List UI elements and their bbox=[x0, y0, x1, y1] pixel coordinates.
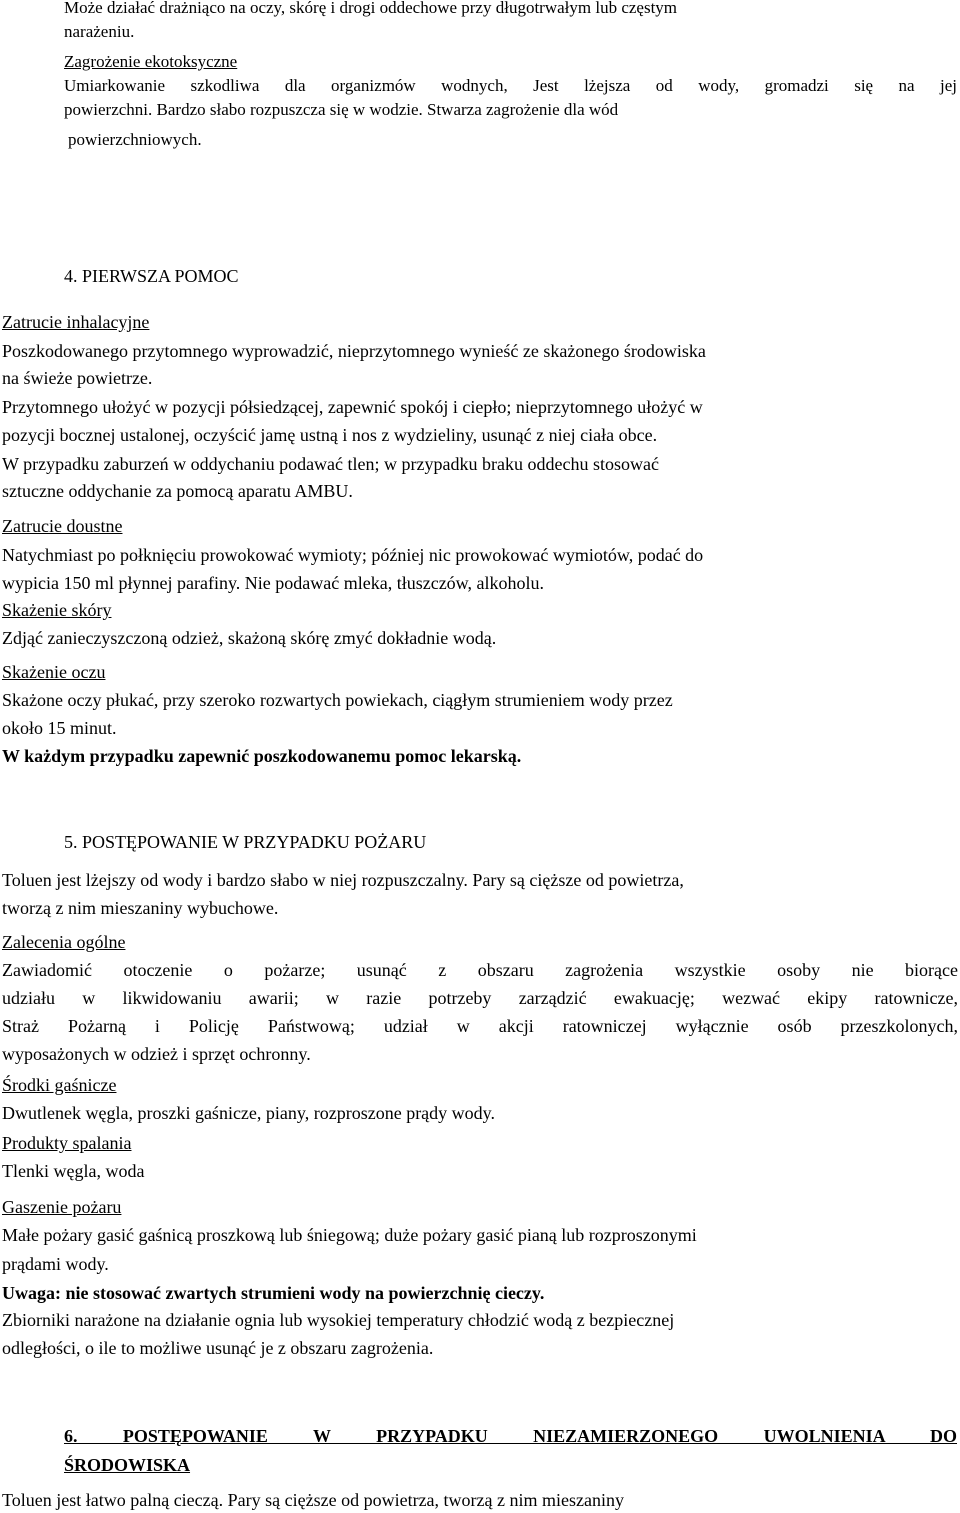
body-text-line: na świeże powietrze. bbox=[2, 368, 153, 388]
body-text-line: W przypadku zaburzeń w oddychaniu podawać tlen; w przypadku braku oddechu stosować bbox=[2, 454, 659, 474]
medical-help-note: W każdym przypadku zapewnić poszkodowanemu pomoc lekarską. bbox=[2, 746, 522, 766]
body-text-line: Małe pożary gasić gaśnicą proszkową lub śniegową; duże pożary gasić pianą lub rozproszonymi bbox=[2, 1225, 697, 1245]
body-text-line: Przytomnego ułożyć w pozycji półsiedzącej, zapewnić spokój i ciepło; nieprzytomnego ułożyć w bbox=[2, 397, 703, 417]
water-jet-warning: Uwaga: nie stosować zwartych strumieni wody na powierzchnię cieczy. bbox=[2, 1283, 545, 1303]
body-text-line: Natychmiast po połknięciu prowokować wymioty; później nic prowokować wymiotów, podać do bbox=[2, 545, 704, 565]
body-text-line: prądami wody. bbox=[2, 1254, 109, 1274]
body-text-line: Dwutlenek węgla, proszki gaśnicze, piany, rozproszone prądy wody. bbox=[2, 1103, 496, 1123]
body-text-line: sztuczne oddychanie za pomocą aparatu AMBU. bbox=[2, 481, 353, 501]
section-6-title: 6. POSTĘPOWANIE W PRZYPADKU NIEZAMIERZONEGO UWOLNIENIA DO bbox=[64, 1426, 957, 1446]
body-text-line: Tlenki węgla, woda bbox=[2, 1161, 145, 1181]
body-text-line: tworzą z nim mieszaniny wybuchowe. bbox=[2, 898, 279, 918]
body-text-line: Zawiadomić otoczenie o pożarze; usunąć z obszaru zagrożenia wszystkie osoby nie biorące bbox=[2, 960, 958, 980]
extinguishing-agents-heading: Środki gaśnicze bbox=[2, 1075, 117, 1095]
body-text-line: Zbiorniki narażone na działanie ognia lub wysokiej temperatury chłodzić wodą z bezpiecznej bbox=[2, 1310, 675, 1330]
combustion-products-heading: Produkty spalania bbox=[2, 1133, 132, 1153]
body-text-line: pozycji bocznej ustalonej, oczyścić jamę ustną i nos z wydzieliny, usunąć z niej ciała obce. bbox=[2, 425, 658, 445]
skin-heading: Skażenie skóry bbox=[2, 600, 112, 620]
section-4-title: 4. PIERWSZA POMOC bbox=[64, 266, 239, 286]
body-text-line: Może działać drażniąco na oczy, skórę i drogi oddechowe przy długotrwałym lub częstym bbox=[64, 0, 678, 17]
body-text-line: odległości, o ile to możliwe usunąć je z obszaru zagrożenia. bbox=[2, 1338, 434, 1358]
body-text-line: Zdjąć zanieczyszczoną odzież, skażoną skórę zmyć dokładnie wodą. bbox=[2, 628, 497, 648]
section-6-title-cont: ŚRODOWISKA bbox=[64, 1455, 191, 1475]
body-text-line: narażeniu. bbox=[64, 22, 135, 41]
body-text-line: udziału w likwidowaniu awarii; w razie potrzeby zarządzić ewakuację; wezwać ekipy ratownicze, bbox=[2, 988, 958, 1008]
body-text-line: Skażone oczy płukać, przy szeroko rozwartych powiekach, ciągłym strumieniem wody przez bbox=[2, 690, 673, 710]
eye-heading: Skażenie oczu bbox=[2, 662, 106, 682]
body-text-line: Toluen jest łatwo palną cieczą. Pary są cięższe od powietrza, tworzą z nim mieszaniny bbox=[2, 1490, 624, 1510]
body-text-line: powierzchniowych. bbox=[68, 130, 202, 149]
body-text-line: Poszkodowanego przytomnego wyprowadzić, nieprzytomnego wynieść ze skażonego środowiska bbox=[2, 341, 706, 361]
inhalation-heading: Zatrucie inhalacyjne bbox=[2, 312, 150, 332]
body-text-line: Toluen jest lżejszy od wody i bardzo słabo w niej rozpuszczalny. Pary są cięższe od powietrza, bbox=[2, 870, 684, 890]
body-text-line: Straż Pożarną i Policję Państwową; udział w akcji ratowniczej wyłącznie osób przeszkolonych, bbox=[2, 1016, 958, 1036]
ecotox-heading: Zagrożenie ekotoksyczne bbox=[64, 52, 238, 71]
body-text-line: wyposażonych w odzież i sprzęt ochronny. bbox=[2, 1044, 311, 1064]
body-text-line: powierzchni. Bardzo słabo rozpuszcza się w wodzie. Stwarza zagrożenie dla wód bbox=[64, 100, 619, 119]
general-heading: Zalecenia ogólne bbox=[2, 932, 126, 952]
body-text-line: Umiarkowanie szkodliwa dla organizmów wodnych, Jest lżejsza od wody, gromadzi się na jej bbox=[64, 76, 957, 95]
firefighting-heading: Gaszenie pożaru bbox=[2, 1197, 122, 1217]
oral-heading: Zatrucie doustne bbox=[2, 516, 123, 536]
section-5-title: 5. POSTĘPOWANIE W PRZYPADKU POŻARU bbox=[64, 832, 427, 852]
body-text-line: wypicia 150 ml płynnej parafiny. Nie podawać mleka, tłuszczów, alkoholu. bbox=[2, 573, 545, 593]
body-text-line: około 15 minut. bbox=[2, 718, 117, 738]
